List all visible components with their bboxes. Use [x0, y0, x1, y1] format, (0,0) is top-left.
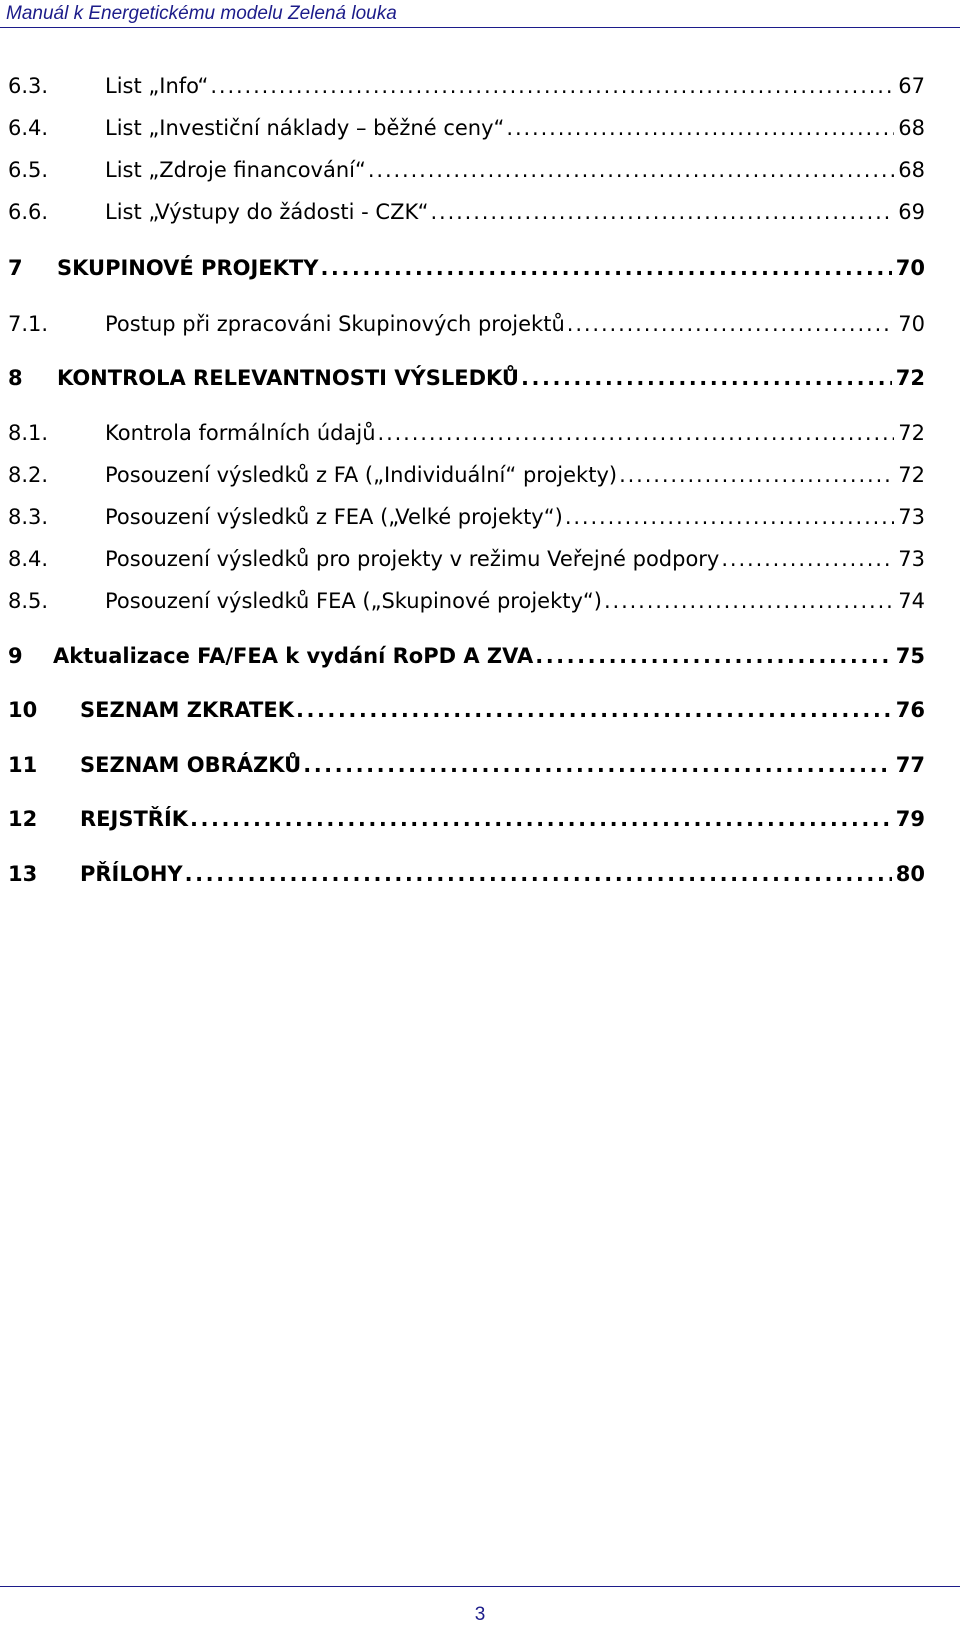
- dot-leader: [303, 753, 892, 777]
- dot-leader: [320, 256, 891, 280]
- toc-entry-title: Kontrola formálních údajů: [105, 421, 376, 445]
- dot-leader: [521, 366, 892, 390]
- toc-entry-title: Posouzení výsledků FEA („Skupinové projekty“): [105, 589, 602, 613]
- toc-entry-page: 69: [898, 200, 925, 224]
- toc-entry-page: 68: [898, 116, 925, 140]
- toc-chapter[interactable]: [8, 862, 925, 886]
- toc-chapter[interactable]: [8, 644, 925, 668]
- toc-entry-number: 8.4.: [8, 547, 49, 571]
- toc-entry-title: List „Zdroje financování“: [105, 158, 366, 182]
- toc-entry-title: List „Investiční náklady – běžné ceny“: [105, 116, 505, 140]
- toc-entry-number: 8.1.: [8, 421, 49, 445]
- dot-leader: [535, 644, 892, 668]
- toc-entry-page: 73: [898, 505, 925, 529]
- toc-chapter-title: SKUPINOVÉ PROJEKTY: [57, 256, 319, 280]
- toc-chapter-page: 72: [895, 366, 925, 390]
- dot-leader: [368, 158, 894, 182]
- toc-chapter-page: 80: [895, 862, 925, 886]
- toc-entry-page: 67: [898, 74, 925, 98]
- toc-entry-number: 6.3.: [8, 74, 49, 98]
- toc-entry-page: 73: [898, 547, 925, 571]
- toc-chapter-page: 75: [895, 644, 925, 668]
- toc-entry-number: 8.3.: [8, 505, 49, 529]
- dot-leader: [565, 505, 894, 529]
- toc-chapter[interactable]: [8, 753, 925, 777]
- toc-entry-title: List „Výstupy do žádosti - CZK“: [105, 200, 429, 224]
- toc-entry-page: 74: [898, 589, 925, 613]
- toc-chapter-number: 8: [8, 366, 23, 390]
- toc-chapter[interactable]: [8, 807, 925, 831]
- toc-entry[interactable]: [8, 547, 925, 571]
- header-divider: [0, 27, 960, 28]
- dot-leader: [210, 74, 894, 98]
- toc-chapter-page: 76: [895, 698, 925, 722]
- toc-chapter-page: 70: [895, 256, 925, 280]
- toc-entry-page: 72: [898, 421, 925, 445]
- dot-leader: [506, 116, 894, 140]
- toc-entry[interactable]: [8, 200, 925, 224]
- toc-entry-page: 72: [898, 463, 925, 487]
- toc-chapter-number: 9: [8, 644, 23, 668]
- footer-divider: [0, 1586, 960, 1587]
- toc-chapter[interactable]: [8, 256, 925, 280]
- toc-chapter-title: KONTROLA RELEVANTNOSTI VÝSLEDKŮ: [57, 366, 519, 390]
- toc-chapter-page: 77: [895, 753, 925, 777]
- toc-entry-number: 8.2.: [8, 463, 49, 487]
- toc-entry-title: List „Info“: [105, 74, 209, 98]
- toc-chapter[interactable]: [8, 366, 925, 390]
- toc-entry-page: 70: [898, 312, 925, 336]
- toc-chapter-title: SEZNAM OBRÁZKŮ: [80, 753, 302, 777]
- toc-entry[interactable]: [8, 116, 925, 140]
- dot-leader: [190, 807, 892, 831]
- toc-entry-number: 6.4.: [8, 116, 49, 140]
- dot-leader: [567, 312, 895, 336]
- toc-entry[interactable]: [8, 589, 925, 613]
- dot-leader: [378, 421, 895, 445]
- dot-leader: [430, 200, 894, 224]
- dot-leader: [721, 547, 894, 571]
- toc-entry-title: Postup při zpracováni Skupinových projektů: [105, 312, 565, 336]
- toc-chapter-number: 10: [8, 698, 38, 722]
- toc-entry[interactable]: [8, 505, 925, 529]
- page-header: [0, 0, 960, 29]
- document-title: Manuál k Energetickému modelu Zelená louka: [6, 3, 397, 24]
- toc-entry-number: 8.5.: [8, 589, 49, 613]
- toc-chapter-number: 11: [8, 753, 38, 777]
- toc-entry[interactable]: [8, 158, 925, 182]
- toc-chapter-number: 12: [8, 807, 38, 831]
- toc-chapter-title: Aktualizace FA/FEA k vydání RoPD A ZVA: [53, 644, 534, 668]
- toc-entry-number: 6.6.: [8, 200, 49, 224]
- toc-entry-number: 6.5.: [8, 158, 49, 182]
- dot-leader: [619, 463, 894, 487]
- page-number: 3: [474, 1604, 486, 1625]
- toc-entry[interactable]: [8, 421, 925, 445]
- toc-chapter-number: 7: [8, 256, 23, 280]
- toc-entry[interactable]: [8, 463, 925, 487]
- toc-entry[interactable]: [8, 74, 925, 98]
- dot-leader: [296, 698, 892, 722]
- toc-chapter-title: REJSTŘÍK: [80, 807, 189, 831]
- toc-entry-page: 68: [898, 158, 925, 182]
- toc-chapter[interactable]: [8, 698, 925, 722]
- page-footer: [0, 1586, 960, 1629]
- dot-leader: [185, 862, 892, 886]
- toc-chapter-number: 13: [8, 862, 38, 886]
- toc-chapter-title: SEZNAM ZKRATEK: [80, 698, 294, 722]
- toc-entry-title: Posouzení výsledků z FA („Individuální“ projekty): [105, 463, 618, 487]
- toc-entry-number: 7.1.: [8, 312, 49, 336]
- toc-entry[interactable]: [8, 312, 925, 336]
- toc-entry-title: Posouzení výsledků z FEA („Velké projekty“): [105, 505, 563, 529]
- toc-chapter-page: 79: [895, 807, 925, 831]
- dot-leader: [604, 589, 894, 613]
- toc-entry-title: Posouzení výsledků pro projekty v režimu Veřejné podpory: [105, 547, 720, 571]
- toc-chapter-title: PŘÍLOHY: [80, 862, 183, 886]
